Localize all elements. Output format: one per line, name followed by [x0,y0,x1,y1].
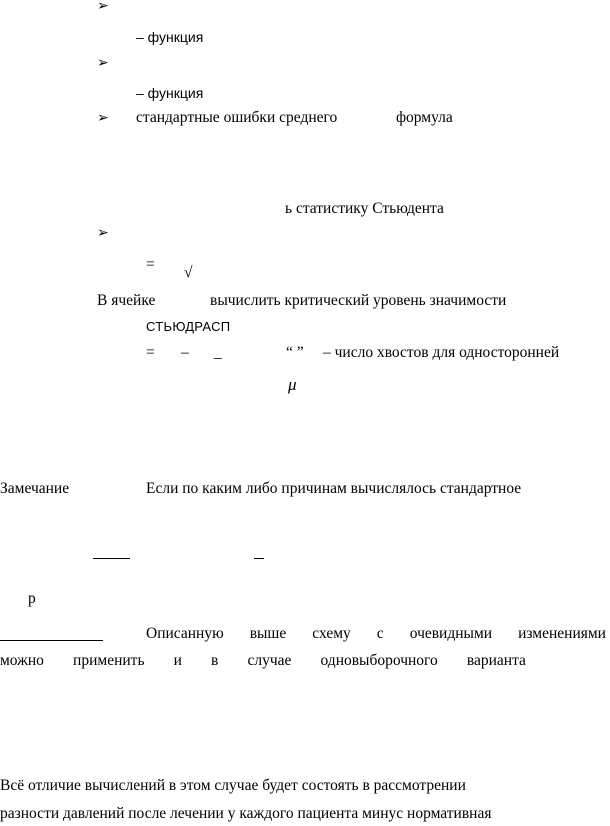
word: изменениями [518,625,606,642]
function-name: СТЬЮДРАСП [146,319,231,334]
underline-rule [254,558,264,559]
equals-sign: = [146,256,155,273]
bullet-3-text: стандартные ошибки среднего [136,109,338,126]
word: выше [249,625,287,642]
word: применить [73,652,145,669]
paragraph-1-line-1 [146,625,606,643]
paragraph-1-line-2 [0,652,526,670]
word: случае [247,652,292,669]
formula-underscore: _ [214,344,222,361]
word: можно [0,652,44,669]
cell-line-prefix: В ячейке [97,292,156,309]
word: варианта [466,652,526,669]
formula-eq: = [146,344,155,361]
word: Описанную [146,625,224,642]
underline-rule [0,640,103,641]
word: схему [312,625,351,642]
word: с [376,625,384,642]
bullet-arrow-icon: ➢ [97,110,109,126]
paragraph-2-line-2: разности давлений после лечении у каждого пациента минус нормативная [0,805,492,822]
remark-text: Если по каким либо причинам вычислялось стандартное [146,480,522,497]
word: одновыборочного [320,652,438,669]
word: в [211,652,219,669]
paragraph-2-line-1: Всё отличие вычислений в этом случае будет состоять в рассмотрении [0,777,466,794]
p-letter: р [28,590,36,607]
bullet-arrow-icon: ➢ [97,55,109,71]
bullet-2-sub: – функция [136,85,204,101]
formula-dash: – [181,344,189,361]
bullet-3-tail: формула [396,109,453,126]
word: и [173,652,182,669]
sqrt-symbol: √ [184,264,193,281]
bullet-arrow-icon: ➢ [97,0,109,14]
underline-rule [93,558,130,559]
formula-tail: – число хвостов для односторонней [323,344,560,361]
remark-label: Замечание [0,480,70,497]
bullet-arrow-icon: ➢ [97,225,109,241]
mu-symbol: μ [288,375,297,394]
formula-quotes: “ ” [286,344,304,361]
word: очевидными [409,625,493,642]
bullet-1-sub: – функция [136,29,204,45]
cell-line-rest: вычислить критический уровень значимости [210,292,507,309]
student-statistic-line: ь статистику Стьюдента [285,200,444,217]
